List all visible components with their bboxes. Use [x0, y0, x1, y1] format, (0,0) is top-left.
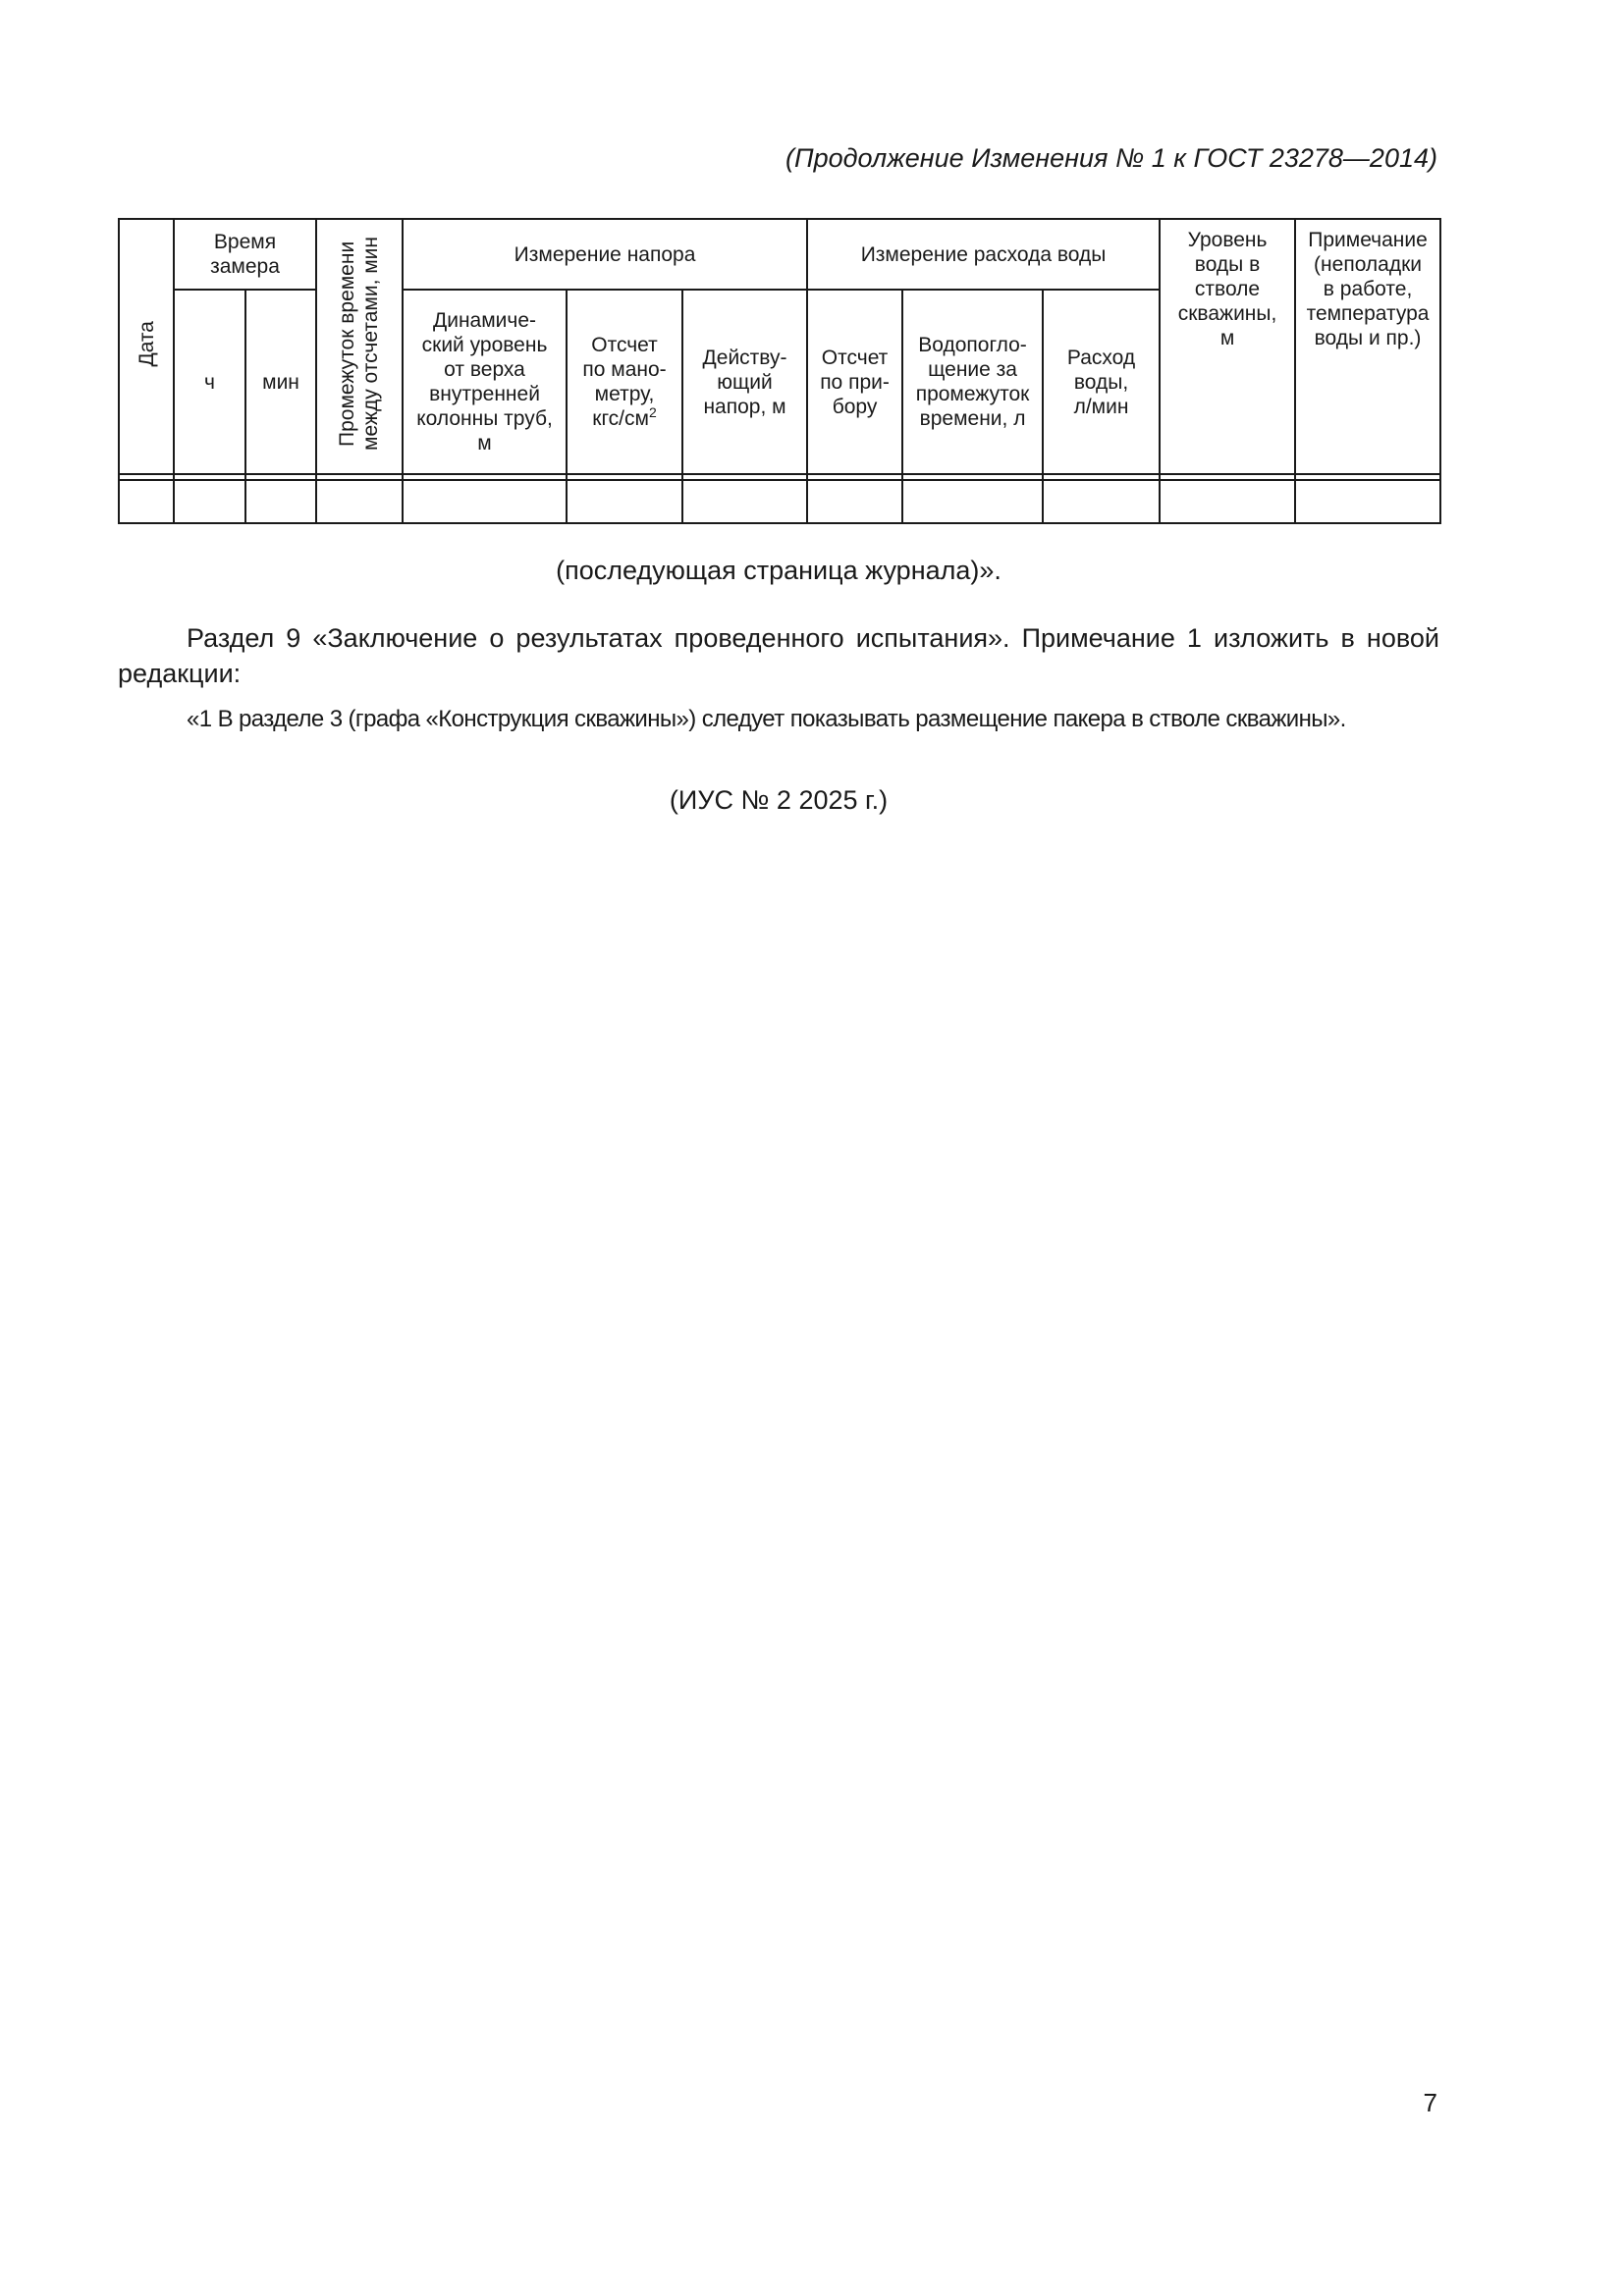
header-manometer-unit [571, 406, 677, 431]
header-note [1295, 219, 1440, 474]
header-absorption-line: щение за [928, 358, 1017, 381]
header-date-label: Дата [135, 320, 158, 367]
table-row [119, 480, 1440, 523]
table-cell [119, 480, 174, 523]
page-header: (Продолжение Изменения № 1 к ГОСТ 23278—2014) [785, 143, 1437, 173]
header-absorption-line: промежуток [915, 383, 1030, 405]
header-minute: мин [245, 290, 316, 474]
paragraph-note-1: «1 В разделе 3 (графа «Конструкция скважины») следует показывать размещение пакера в стволе скважины». [187, 706, 1346, 732]
header-flow-group: Измерение расхода воды [807, 219, 1160, 290]
header-water-level-line: м [1219, 327, 1235, 349]
paragraph-section-9: Раздел 9 «Заключение о результатах проведенного испытания». Примечание 1 изложить в новой редакции: [118, 623, 1439, 688]
header-note-line: в работе, [1323, 278, 1413, 300]
header-manometer-line: Отсчет [591, 334, 658, 356]
table-cell [174, 480, 245, 523]
header-dynamic-level-line: внутренней [429, 383, 540, 405]
header-absorption-line: времени, л [919, 407, 1026, 430]
header-absorption-line: Водопогло- [918, 334, 1027, 356]
header-water-level-line: воды в [1194, 253, 1261, 276]
page-number: 7 [1423, 2088, 1437, 2117]
header-dynamic-level-line: ский уровень [421, 334, 548, 356]
header-manometer-line: по мано- [582, 358, 667, 381]
header-time-line: замера [210, 255, 280, 278]
header-interval-line: Промежуток времени [336, 240, 359, 447]
header-time-line: Время [213, 231, 277, 253]
header-effective-head [682, 290, 807, 474]
header-note-line: (неполадки [1314, 253, 1423, 276]
header-device-reading-line: Отсчет [821, 346, 889, 369]
header-manometer-sup: 2 [648, 404, 657, 420]
header-manometer [567, 290, 682, 474]
header-effective-head-line: напор, м [703, 395, 786, 418]
header-effective-head-line: ющий [717, 370, 773, 394]
table-caption: (последующая страница журнала)». [556, 556, 1001, 585]
header-water-level-line: скважины, [1177, 302, 1277, 325]
table-cell [1295, 480, 1440, 523]
table-cell [902, 480, 1043, 523]
header-flow-rate [1043, 290, 1160, 474]
header-note-line: Примечание [1308, 229, 1428, 251]
header-manometer-line: метру, [594, 383, 655, 405]
header-device-reading [807, 290, 902, 474]
header-water-level-line: Уровень [1187, 229, 1268, 251]
table-cell [245, 480, 316, 523]
header-date [119, 219, 174, 474]
table-cell [682, 480, 807, 523]
header-hour: ч [174, 290, 245, 474]
header-water-level [1160, 219, 1295, 474]
header-dynamic-level-line: м [477, 432, 492, 454]
header-interval-line: между отсчетами, мин [359, 237, 383, 451]
header-device-reading-line: бору [832, 395, 878, 418]
header-dynamic-level-line: от верха [444, 358, 525, 381]
header-head-group: Измерение напора [403, 219, 807, 290]
header-absorption [902, 290, 1043, 474]
header-effective-head-line: Действу- [702, 346, 787, 369]
table-cell [567, 480, 682, 523]
header-flow-rate-line: Расход [1066, 346, 1136, 369]
table-cell [1160, 480, 1295, 523]
header-interval [316, 219, 403, 474]
table-cell [807, 480, 902, 523]
header-flow-rate-line: воды, [1073, 370, 1129, 394]
header-note-line: температура [1306, 302, 1430, 325]
table-cell [403, 480, 567, 523]
header-time-group [174, 219, 316, 290]
header-dynamic-level-line: Динамиче- [433, 309, 537, 332]
table-cell [1043, 480, 1160, 523]
header-dynamic-level-line: колонны труб, [416, 407, 553, 430]
ius-reference: (ИУС № 2 2025 г.) [669, 785, 889, 815]
header-water-level-line: стволе [1194, 278, 1261, 300]
header-note-line: воды и пр.) [1314, 327, 1422, 349]
header-dynamic-level [403, 290, 567, 474]
header-flow-rate-line: л/мин [1073, 395, 1129, 418]
journal-table [118, 218, 1441, 524]
header-device-reading-line: по при- [820, 370, 890, 394]
header-manometer-unit-text: кгс/см [592, 407, 649, 430]
table-cell [316, 480, 403, 523]
